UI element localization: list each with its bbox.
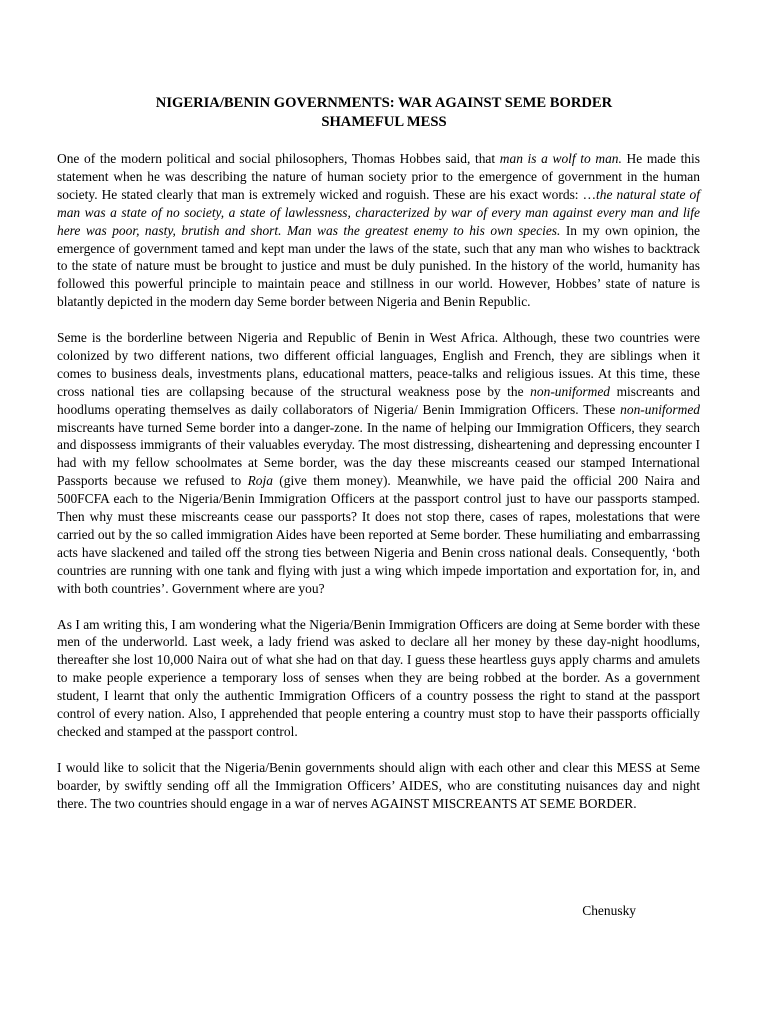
paragraph-1-text: In my own opinion, the emergence of government tamed and kept man under the laws of the state, such that any man who wishes to backtrack to the state of nature must be brought to justice and must be duly punished. In the history of the world, humanity has followed this powerful principle to maintain peace and stillness in our world. However, Hobbes’ state of nature is blatantly depicted in the modern day Seme border between Nigeria and Benin Republic. — [57, 222, 701, 310]
title-line-1: NIGERIA/BENIN GOVERNMENTS: WAR AGAINST SEME BORDER — [155, 95, 613, 111]
author-signature: Chenusky — [582, 903, 636, 918]
paragraph-4: I would like to solicit that the Nigeria/Benin governments should align with each other and clear this MESS at Seme boarder, by swiftly sending off all the Immigration Officers’ AIDES, who are constituting nuisances day and night there. The two countries should engage in a war of nerves AGAINST MISCREANTS AT SEME BORDER. — [57, 759, 700, 811]
paragraph-2-emphasis: non-uniformed — [620, 401, 700, 417]
paragraph-2-text: miscreants have turned Seme border into a danger-zone. In the name of helping our Immigration Officers, they search and dispossess immigrants of their valuables everyday. The most distressing, disheartening and depressing encounter I had with my fellow schoolmates at Seme border, was the day these miscreants ceased our stamped International Passports because we refused to — [57, 419, 700, 489]
paragraph-2 — [57, 329, 700, 598]
paragraph-1 — [57, 150, 700, 311]
paragraph-1-quote: man is a wolf to man. — [499, 151, 622, 166]
paragraph-2-emphasis: Roja — [247, 473, 273, 489]
paragraph-1-text: He made this statement when he was describing the nature of human society prior to the emergence of government in the human society. He stated clearly that man is extremely wicked and roguish. These are his exact words: … — [57, 151, 700, 202]
paragraph-2-text: Seme is the borderline between Nigeria and Republic of Benin in West Africa. Although, these two countries were colonized by two different nations, two different official languages, English and French, they are siblings when it comes to business deals, investments plans, educational matters, peace-talks and religious issues. At this time, these cross national ties are collapsing because of the structural weakness pose by the — [57, 330, 700, 399]
paragraph-3: As I am writing this, I am wondering what the Nigeria/Benin Immigration Officers are doing at Seme border with these men of the underworld. Last week, a lady friend was asked to declare all her money by these day-night hoodlums, thereafter she lost 10,000 Naira out of what she had on that day. I guess these heartless guys apply charms and amulets to make people experience a temporary loss of senses when they are being robbed at the border. As a government student, I learnt that only the authentic Immigration Officers of a country possess the right to stand at the passport control of every nation. Also, I apprehended that people entering a country must stop to have their passports officially checked and stamped at the passport control. — [57, 616, 700, 739]
paragraph-1-quote: the natural state of man was a state of no society, a state of lawlessness, characterized by war of every man against every man and life here was poor, nasty, brutish and short. Man was the greatest enemy to his own species. — [57, 186, 700, 238]
paragraph-1-text: One of the modern political and social philosophers, Thomas Hobbes said, that — [57, 151, 500, 166]
title-line-2: SHAMEFUL MESS — [321, 114, 447, 130]
document-title — [40, 94, 728, 132]
paragraph-2-text: (give them money). Meanwhile, we have paid the official 200 Naira and 500FCFA each to the Nigeria/Benin Immigration Officers at the passport control just to have our passports stamped. Then why must these miscreants cease our passports? It does not stop there, cases of rapes, molestations that were carried out by the so called immigration Aides have been reported at Seme border. These humiliating and embarrassing acts have slackened and tailed off the strong ties between Nigeria and Benin cross national deals. Consequently, ‘both countries are running with one tank and flying with just a wing which impede importation and exportation for, in, and with both countries’. Government where are you? — [57, 473, 701, 596]
paragraph-2-text: miscreants and hoodlums operating themselves as daily collaborators of Nigeria/ Benin Immigration Officers. These — [57, 383, 700, 417]
paragraph-2-emphasis: non-uniformed — [530, 383, 611, 399]
document-body — [57, 150, 700, 830]
